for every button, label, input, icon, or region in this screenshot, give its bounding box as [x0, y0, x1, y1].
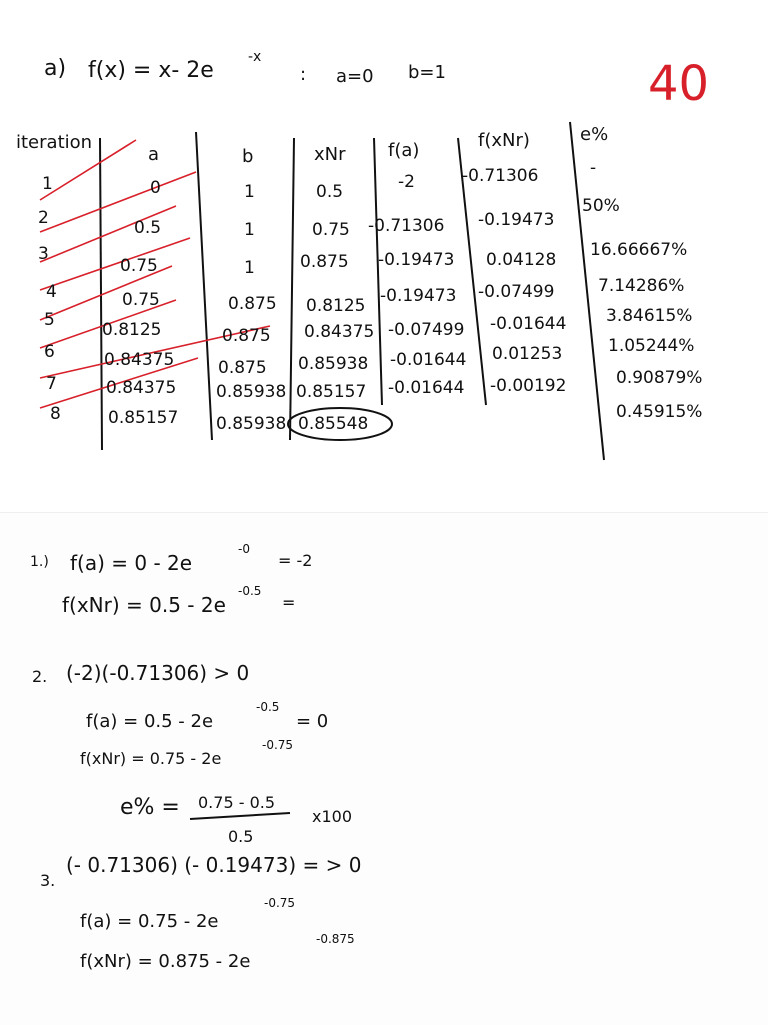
row-5-iteration: 5 — [44, 310, 55, 330]
step-1-fa-result: = -2 — [278, 551, 313, 570]
row-5-xnr: 0.84375 — [304, 322, 375, 342]
interval-b: b=1 — [408, 62, 446, 83]
step-2-fxnr-exponent: -0.75 — [262, 738, 294, 752]
step-2-error-multiplier: x100 — [312, 807, 353, 826]
function-exponent: -x — [248, 49, 262, 65]
row-6-xnr: 0.85938 — [298, 354, 369, 374]
step-3-fa: f(a) = 0.75 - 2e — [80, 911, 219, 932]
header-iteration: iteration — [16, 132, 93, 153]
row-3-error: 16.66667% — [590, 240, 688, 260]
row-4-xnr: 0.8125 — [306, 296, 366, 316]
row-2-error: 50% — [582, 196, 620, 216]
row-8-a: 0.85157 — [108, 408, 179, 428]
function-definition: f(x) = x- 2e — [88, 58, 214, 83]
header-error-percent: e% — [580, 124, 609, 145]
row-7-fa: -0.01644 — [388, 378, 465, 398]
step-2-error-numerator: 0.75 - 0.5 — [198, 793, 276, 812]
row-5-a: 0.8125 — [102, 320, 162, 340]
step-3-fxnr: f(xNr) = 0.875 - 2e — [80, 951, 251, 972]
separator-colon: : — [300, 64, 307, 85]
header-fxnr: f(xNr) — [478, 130, 530, 151]
row-3-xnr: 0.875 — [300, 252, 349, 272]
header-b: b — [242, 146, 254, 167]
row-2-a: 0.5 — [134, 218, 162, 238]
row-2-b: 1 — [244, 220, 255, 240]
row-6-a: 0.84375 — [104, 350, 175, 370]
row-4-iteration: 4 — [46, 282, 57, 302]
row-8-b: 0.85938 — [216, 414, 287, 434]
row-8-iteration: 8 — [50, 404, 61, 424]
row-6-iteration: 6 — [44, 342, 55, 362]
step-2-fa-exponent: -0.5 — [256, 700, 280, 714]
header-xnr: xNr — [314, 144, 346, 165]
step-1-fa: f(a) = 0 - 2e — [70, 551, 193, 575]
step-3-label: 3. — [40, 871, 56, 890]
step-1-fxnr: f(xNr) = 0.5 - 2e — [62, 593, 226, 617]
row-1-b: 1 — [244, 182, 255, 202]
row-4-fxnr: -0.07499 — [478, 282, 555, 302]
header-fa: f(a) — [388, 140, 420, 161]
score-mark: 40 — [648, 56, 710, 112]
row-8-xnr: 0.85548 — [298, 414, 369, 434]
row-4-b: 0.875 — [228, 294, 277, 314]
step-1-fa-exponent: -0 — [238, 542, 250, 556]
row-4-a: 0.75 — [122, 290, 160, 310]
row-3-b: 1 — [244, 258, 255, 278]
step-2-fxnr: f(xNr) = 0.75 - 2e — [80, 749, 222, 768]
row-5-fa: -0.07499 — [388, 320, 465, 340]
step-1-fxnr-exponent: -0.5 — [238, 584, 262, 598]
row-6-fxnr: 0.01253 — [492, 344, 563, 364]
row-2-fxnr: -0.19473 — [478, 210, 555, 230]
row-1-fa: -2 — [398, 172, 415, 192]
step-2-label: 2. — [32, 667, 48, 686]
step-2-error-denominator: 0.5 — [228, 827, 254, 846]
step-2-fa: f(a) = 0.5 - 2e — [86, 711, 214, 732]
part-label: a) — [44, 56, 67, 81]
interval-a: a=0 — [336, 66, 374, 87]
step-2-sign-check: (-2)(-0.71306) > 0 — [66, 661, 250, 685]
row-6-fa: -0.01644 — [390, 350, 467, 370]
step-3-fxnr-exponent: -0.875 — [316, 932, 355, 946]
worksheet-page-1 — [0, 0, 768, 510]
row-7-b: 0.85938 — [216, 382, 287, 402]
row-4-error: 7.14286% — [598, 276, 685, 296]
row-3-fa: -0.19473 — [378, 250, 455, 270]
row-6-b: 0.875 — [218, 358, 267, 378]
row-8-error: 0.45915% — [616, 402, 703, 422]
step-2-error-label: e% = — [120, 795, 180, 820]
row-2-fa: -0.71306 — [368, 216, 445, 236]
step-3-sign-check: (- 0.71306) (- 0.19473) = > 0 — [66, 853, 362, 877]
row-6-error: 1.05244% — [608, 336, 695, 356]
row-5-b: 0.875 — [222, 326, 271, 346]
step-1-fxnr-equals: = — [282, 593, 296, 612]
row-1-fxnr: -0.71306 — [462, 166, 539, 186]
row-4-fa: -0.19473 — [380, 286, 457, 306]
worksheet-page-2 — [0, 512, 768, 1025]
row-3-fxnr: 0.04128 — [486, 250, 557, 270]
step-2-fa-result: = 0 — [296, 711, 329, 732]
row-1-error: - — [590, 158, 597, 178]
row-5-fxnr: -0.01644 — [490, 314, 567, 334]
row-7-a: 0.84375 — [106, 378, 177, 398]
header-a: a — [148, 144, 160, 165]
row-1-iteration: 1 — [42, 174, 53, 194]
row-2-xnr: 0.75 — [312, 220, 350, 240]
step-1-label: 1.) — [30, 554, 49, 570]
row-2-iteration: 2 — [38, 208, 49, 228]
row-5-error: 3.84615% — [606, 306, 693, 326]
row-1-a: 0 — [150, 178, 161, 198]
row-3-iteration: 3 — [38, 244, 49, 264]
row-3-a: 0.75 — [120, 256, 158, 276]
row-7-fxnr: -0.00192 — [490, 376, 567, 396]
row-1-xnr: 0.5 — [316, 182, 344, 202]
row-7-xnr: 0.85157 — [296, 382, 367, 402]
fraction-bar — [0, 513, 768, 1025]
row-7-iteration: 7 — [46, 374, 57, 394]
step-3-fa-exponent: -0.75 — [264, 896, 296, 910]
row-7-error: 0.90879% — [616, 368, 703, 388]
